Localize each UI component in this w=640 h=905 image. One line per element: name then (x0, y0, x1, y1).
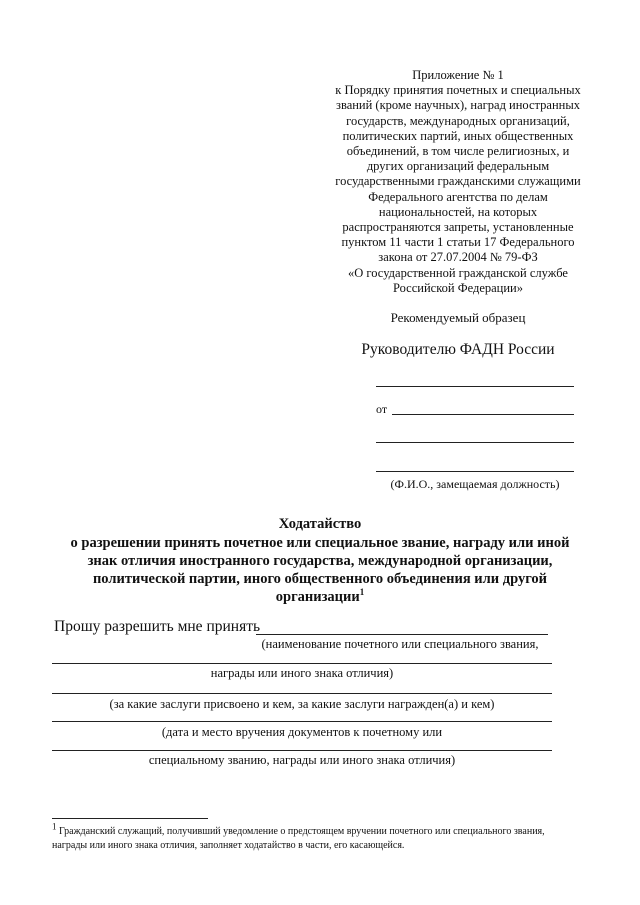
appendix-line: пунктом 11 части 1 статьи 17 Федерального (341, 235, 575, 250)
award-name-line-2[interactable] (52, 663, 552, 664)
appendix-line: объединений, в том числе религиозных, и (346, 144, 570, 159)
appendix-line: Российской Федерации» (392, 280, 523, 295)
appendix-header (318, 68, 598, 296)
petition-title: Ходатайство (278, 516, 362, 532)
appendix-line: закона от 27.07.2004 № 79-ФЗ (378, 250, 538, 265)
award-name-line[interactable] (256, 634, 548, 635)
position-line[interactable] (376, 442, 574, 443)
footnote-line: награды или иного знака отличия, заполняет ходатайство в части, его касающейся. (52, 840, 405, 851)
caption-award-name: (наименование почетного или специального звания, (261, 637, 539, 651)
appendix-line: Федерального агентства по делам (368, 189, 548, 204)
recipient-name-line[interactable] (376, 386, 574, 387)
recipient-heading: Руководителю ФАДН России (361, 341, 555, 358)
appendix-line: государственными гражданскими служащими (335, 174, 581, 189)
appendix-line: распространяются запреты, установленные (342, 220, 574, 235)
footnote (52, 821, 612, 853)
subtitle-line-last: организации (275, 589, 360, 605)
footnote-separator (52, 818, 208, 819)
caption-date-place: (дата и место вручения документов к почетному или (161, 725, 443, 739)
subtitle-line: знак отличия иностранного государства, международной организации, (87, 553, 553, 569)
caption-documents: специальному званию, награды или иного знака отличия) (148, 753, 456, 767)
appendix-line: политических партий, иных общественных (342, 128, 574, 143)
subtitle-line: политической партии, иного общественного объединения или другой (92, 571, 548, 587)
sample-label: Рекомендуемый образец (390, 310, 526, 325)
subtitle-line: о разрешении принять почетное или специальное звание, награду или иной (70, 535, 570, 551)
appendix-line: «О государственной гражданской службе (348, 265, 568, 280)
request-text: Прошу разрешить мне принять (54, 618, 261, 635)
date-place-line[interactable] (52, 721, 552, 722)
caption-merits: (за какие заслуги присвоено и кем, за какие заслуги награжден(а) и кем) (109, 697, 495, 711)
fio-caption: (Ф.И.О., замещаемая должность) (390, 477, 560, 491)
petition-subtitle (30, 534, 610, 606)
appendix-line: к Порядку принятия почетных и специальных (335, 83, 581, 98)
subtitle-line (30, 588, 610, 606)
appendix-line: Приложение № 1 (412, 68, 504, 82)
date-place-line-2[interactable] (52, 750, 552, 751)
appendix-line: званий (кроме научных), наград иностранных (336, 98, 580, 113)
footnote-marker: 1 (52, 821, 57, 832)
merits-line[interactable] (52, 693, 552, 694)
appendix-line: других организаций федеральным (366, 159, 550, 174)
caption-award-type: награды или иного знака отличия) (210, 666, 394, 680)
from-name-line[interactable] (392, 414, 574, 415)
footnote-ref: 1 (359, 587, 365, 598)
appendix-line: государств, международных организаций, (346, 113, 570, 128)
from-label: от (376, 402, 388, 416)
footnote-line: Гражданский служащий, получивший уведомление о предстоящем вручении почетного или специального звания, (59, 826, 545, 837)
fio-line[interactable] (376, 471, 574, 472)
appendix-line: национальностей, на которых (378, 204, 538, 219)
